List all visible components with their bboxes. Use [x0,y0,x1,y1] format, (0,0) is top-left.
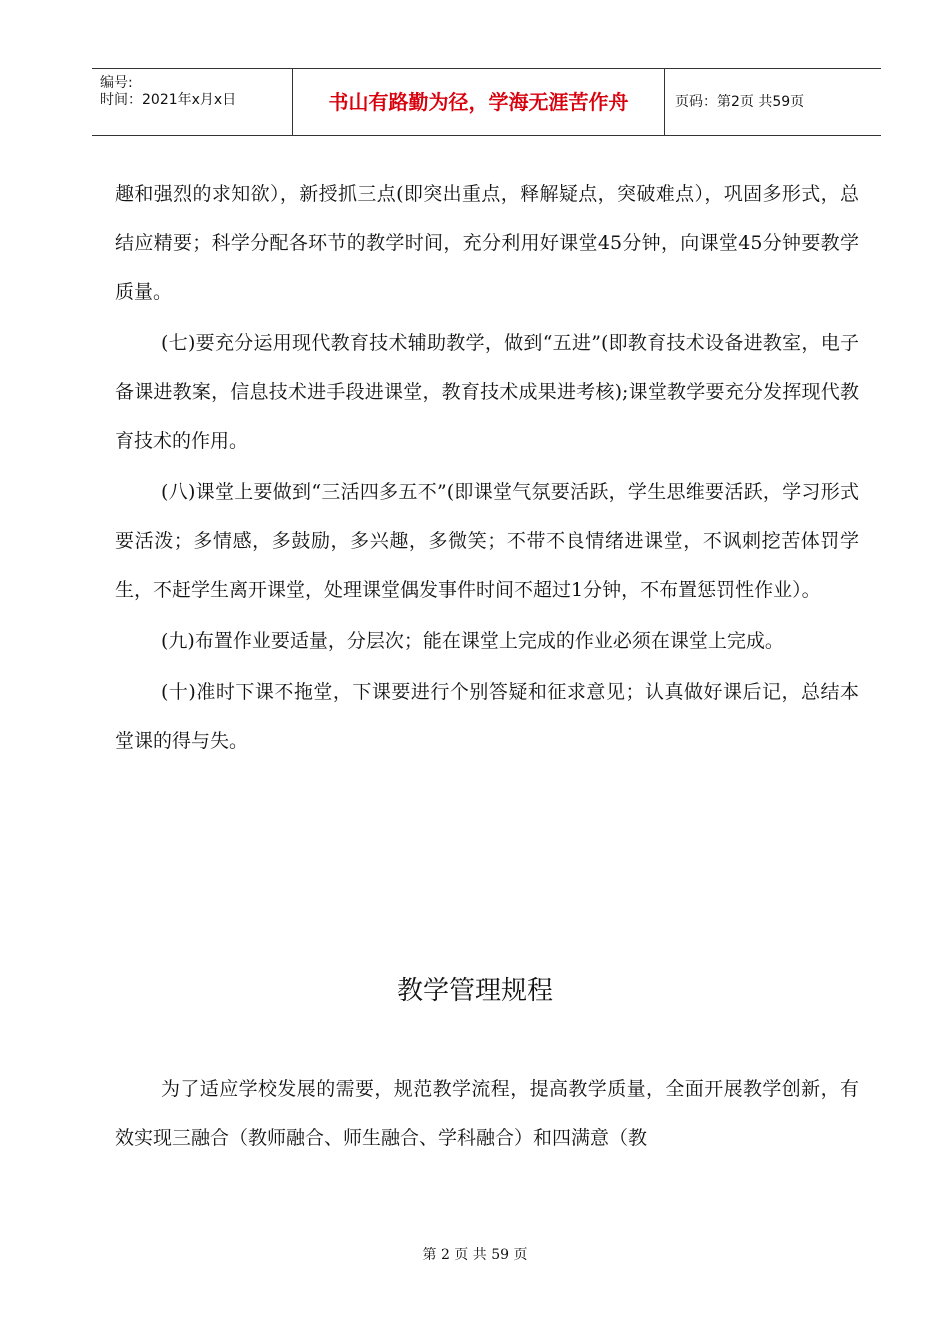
header-page-info: 页码：第2页 共59页 [675,94,805,110]
section-intro-paragraph: 为了适应学校发展的需要，规范教学流程，提高教学质量，全面开展教学创新，有效实现三融合（教师融合、师生融合、学科融合）和四满意（教 [115,1078,859,1149]
section-title: 教学管理规程 [396,976,553,1006]
paragraph-item-8: (八)课堂上要做到“三活四多五不”(即课堂气氛要活跃，学生思维要活跃，学习形式要活泼；多情感，多鼓励，多兴趣，多微笑；不带不良情绪进课堂，不讽刺挖苦体罚学生，不赶学生离开课堂，处理课堂偶发事件时间不超过1分钟，不布置惩罚性作业）。 [115,481,859,601]
page-header [92,68,881,136]
number-label: 编号: [100,75,133,91]
page-footer: 第 2 页 共 59 页 [422,1247,528,1263]
body-text [115,170,859,766]
section-body [115,1065,859,1163]
paragraph-item-7: (七)要充分运用现代教育技术辅助教学，做到“五进”(即教育技术设备进教室，电子备课进教案，信息技术进手段进课堂，教育技术成果进考核);课堂教学要充分发挥现代教育技术的作用。 [115,332,859,452]
paragraph-item-9: (九)布置作业要适量，分层次；能在课堂上完成的作业必须在课堂上完成。 [161,630,784,652]
header-motto: 书山有路勤为径，学海无涯苦作舟 [293,69,665,135]
header-meta-cell [92,69,293,135]
time-label: 时间：2021年x月x日 [100,92,237,108]
paragraph-continuation: 趣和强烈的求知欲），新授抓三点(即突出重点，释解疑点，突破难点），巩固多形式，总结应精要；科学分配各环节的教学时间，充分利用好课堂45分钟，向课堂45分钟要教学质量。 [115,183,859,303]
paragraph-item-10: (十)准时下课不拖堂，下课要进行个别答疑和征求意见；认真做好课后记，总结本堂课的得与失。 [115,681,859,752]
